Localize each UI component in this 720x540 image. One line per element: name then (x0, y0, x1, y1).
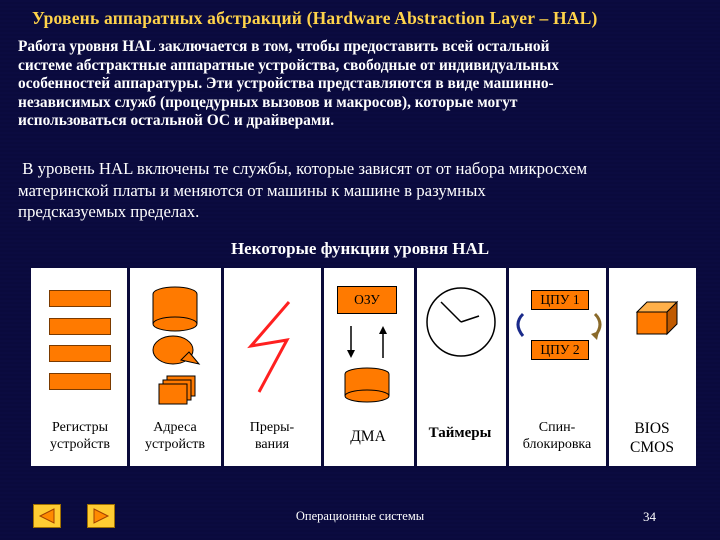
label-line: вания (254, 437, 290, 452)
cpu2-box: ЦПУ 2 (531, 340, 589, 360)
label-registers (37, 419, 123, 453)
arrow-down-icon (347, 326, 355, 358)
label-bios (611, 419, 693, 457)
lightning-icon (241, 298, 301, 398)
label-spinlock (509, 419, 605, 453)
label-line: CMOS (630, 439, 674, 456)
diagram-title: Некоторые функции уровня HAL (230, 239, 490, 258)
cpu1-box: ЦПУ 1 (531, 290, 589, 310)
clock-icon (423, 284, 503, 364)
label-line: Адреса (153, 420, 197, 435)
slide-title: Уровень аппаратных абстракций (Hardware Abstraction Layer – HAL) (32, 8, 598, 28)
footer-text: Операционные системы (295, 509, 425, 523)
chip-block-icon (631, 298, 681, 338)
paragraph-line: материнской платы и меняются от машины к машине в разумных (18, 180, 486, 200)
label-line: Регистры (52, 420, 108, 435)
register-icon (49, 318, 111, 335)
paragraph-line: особенностей аппаратуры. Эти устройства представляются в виде машинно- (18, 75, 554, 92)
ram-box: ОЗУ (337, 286, 397, 314)
paragraph-hal-services (18, 158, 708, 223)
label-line: блокировка (522, 437, 592, 452)
label-interrupts (226, 419, 318, 453)
label-timers: Таймеры (428, 425, 492, 441)
paragraph-line: В уровень HAL включены те службы, которые зависят от от набора микросхем (18, 159, 588, 178)
column-divider (606, 268, 609, 466)
dma-icons (331, 322, 411, 404)
page-number: 34 (643, 509, 656, 524)
arrow-up-icon (379, 326, 387, 358)
register-icon (49, 345, 111, 362)
address-icons (141, 282, 221, 407)
label-line: BIOS (634, 420, 670, 437)
register-icon (49, 373, 111, 390)
paragraph-line: системе абстрактные аппаратные устройства, свободные от индивидуальных (18, 56, 559, 74)
column-divider (221, 268, 224, 466)
cycle-arrows-icon (511, 304, 607, 348)
register-icon (49, 290, 111, 307)
paragraph-line: Работа уровня HAL заключается в том, чтобы предоставить всей остальной (18, 38, 550, 55)
stack-of-cards-icon (159, 376, 195, 404)
label-line: Преры- (249, 420, 295, 435)
speech-bubble-icon (153, 336, 199, 364)
column-divider (321, 268, 324, 466)
paragraph-line: предсказуемых пределах. (18, 202, 200, 221)
column-divider (127, 268, 130, 466)
paragraph-line: независимых служб (процедурных вызовов и макросов), которые могут (18, 93, 518, 111)
label-dma: ДМА (350, 428, 386, 445)
label-line: устройств (50, 437, 110, 452)
label-addresses (131, 419, 219, 453)
paragraph-line: использоваться остальной ОС и драйверами. (18, 112, 335, 129)
disk-cylinder-icon (345, 368, 389, 402)
label-line: устройств (145, 437, 205, 452)
hal-functions-diagram (31, 268, 696, 466)
label-line: Спин- (538, 420, 576, 435)
paragraph-hal-purpose (18, 38, 708, 131)
database-icon (153, 287, 197, 331)
